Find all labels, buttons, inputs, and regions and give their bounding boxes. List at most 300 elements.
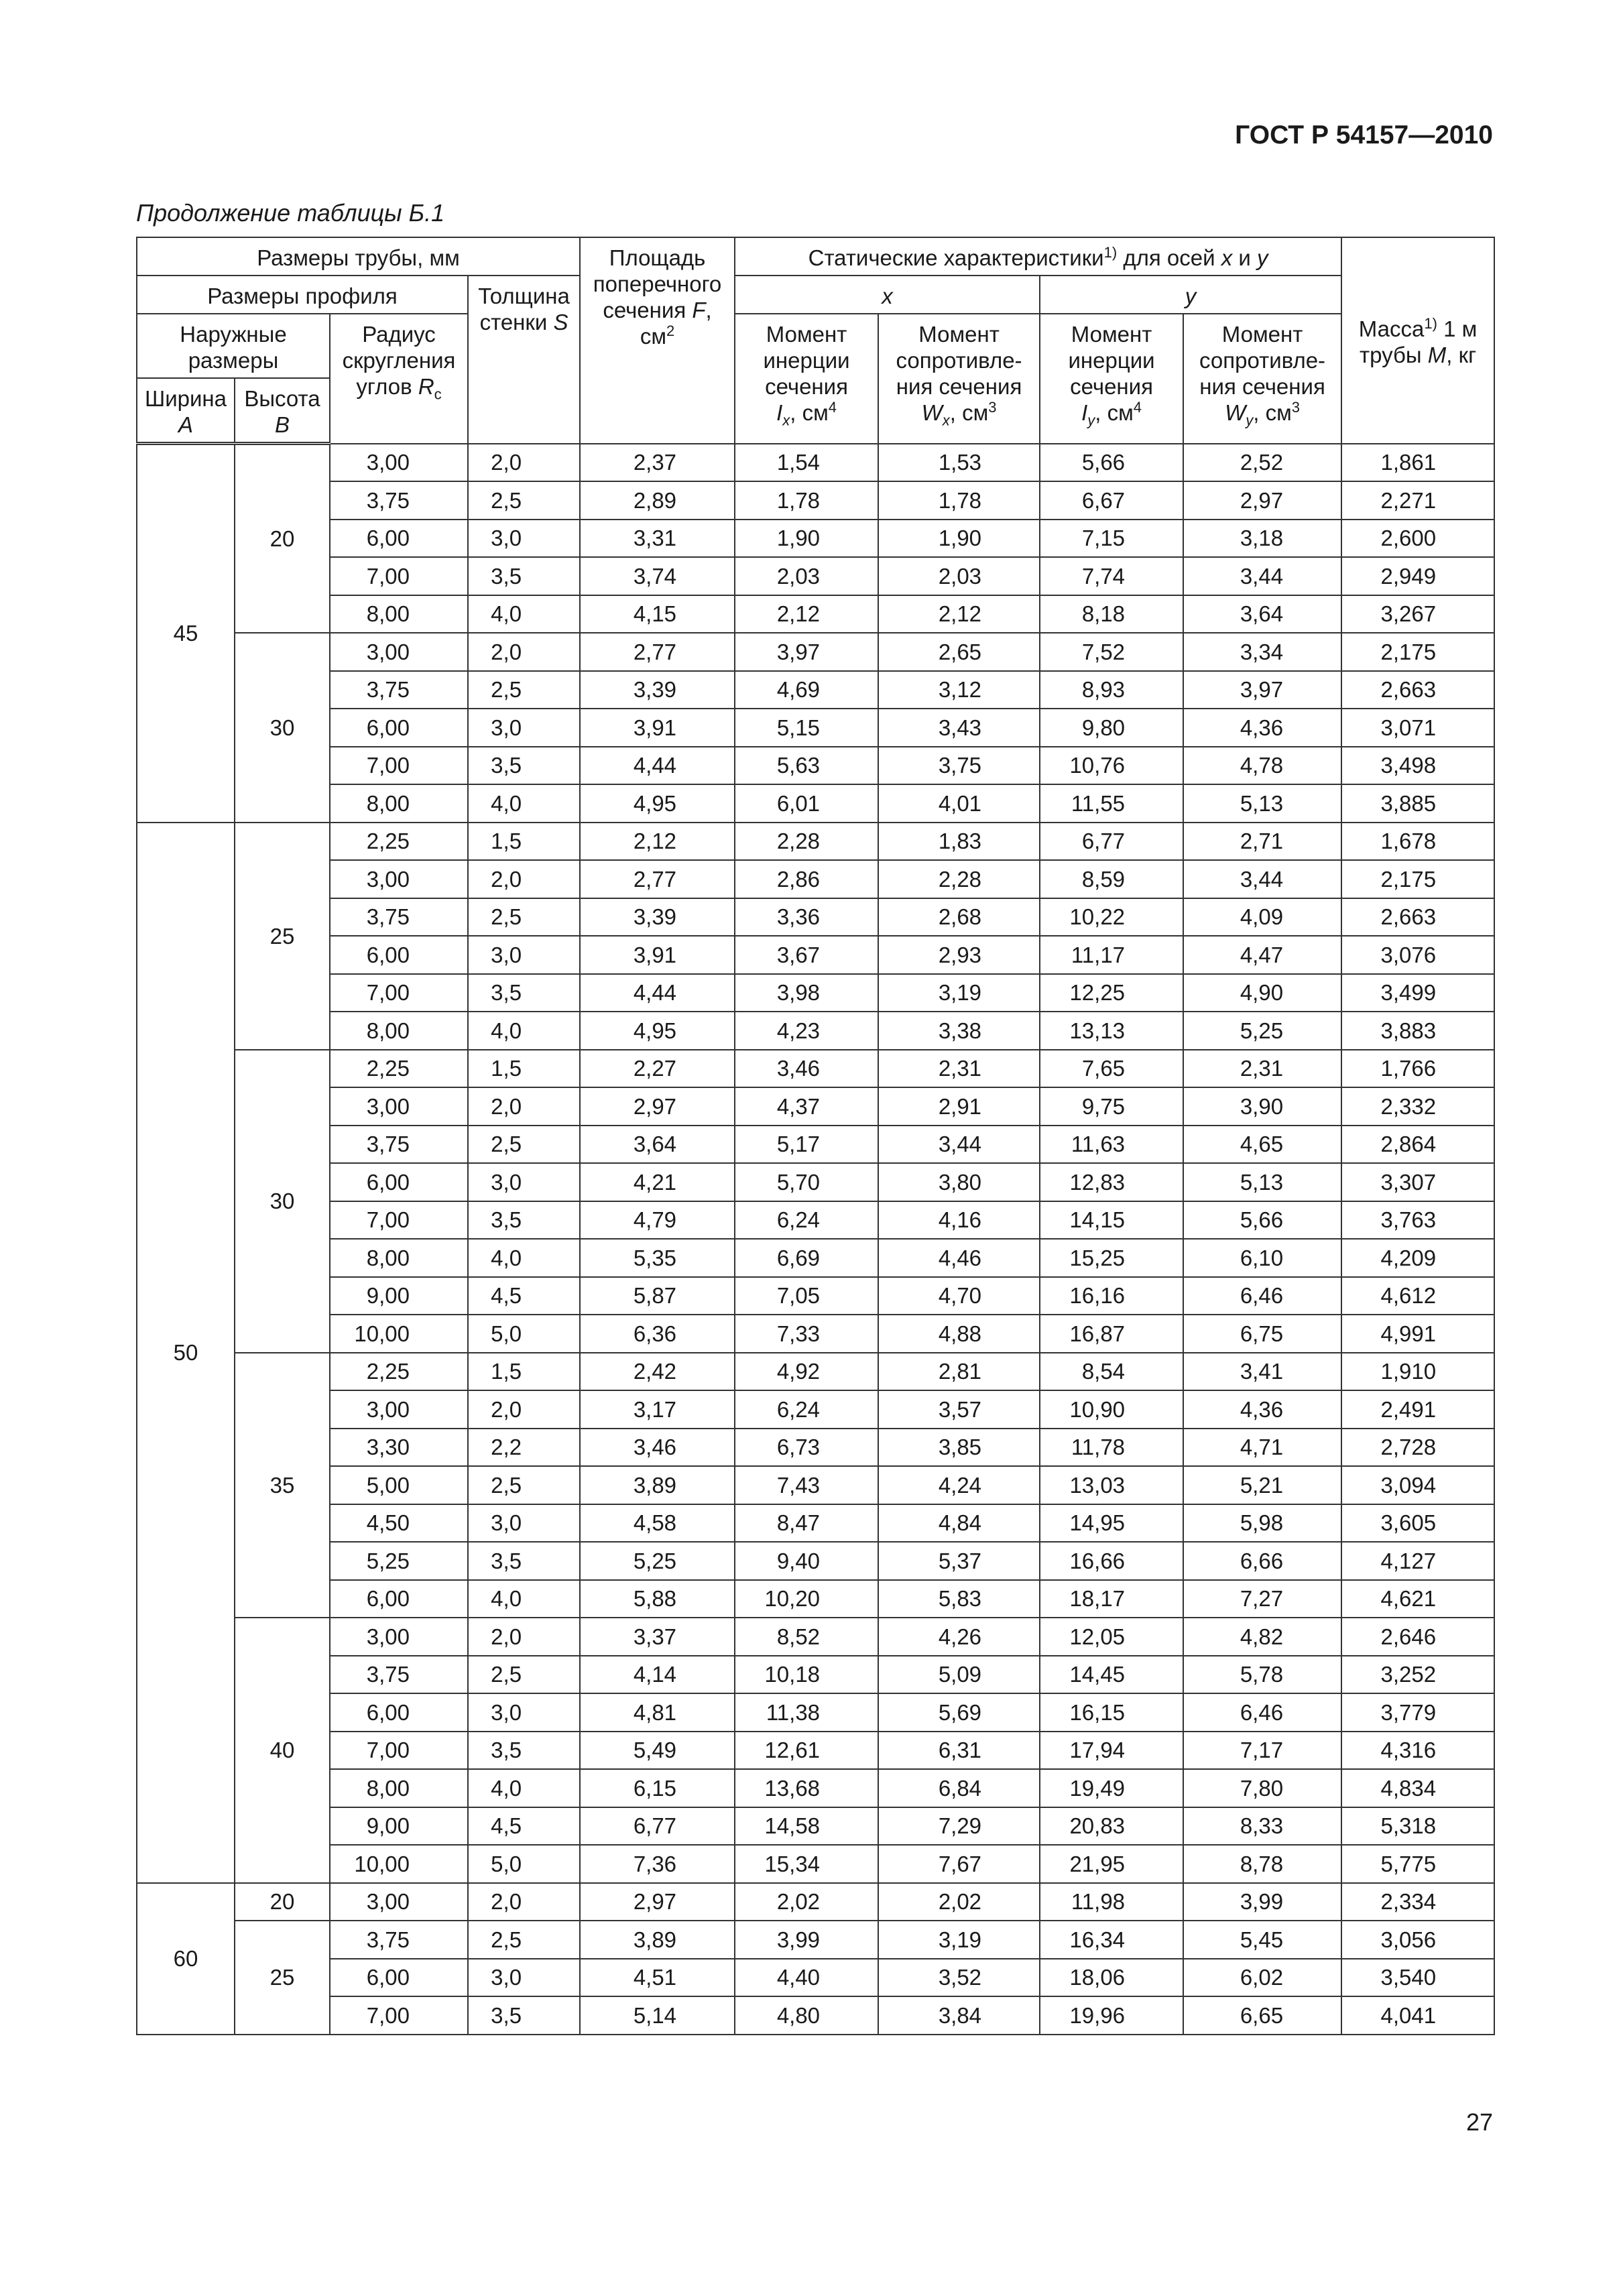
wx-cell: 3,75 [878, 747, 1040, 785]
mass-cell: 2,332 [1341, 1087, 1494, 1126]
ix-cell: 2,03 [735, 557, 878, 595]
mass-cell: 2,663 [1341, 671, 1494, 709]
area-cell: 3,91 [580, 936, 735, 974]
wx-cell: 2,68 [878, 898, 1040, 936]
wy-cell: 2,97 [1183, 481, 1341, 520]
table-row [137, 1656, 1494, 1694]
radius-cell: 3,75 [330, 481, 468, 520]
area-cell: 5,35 [580, 1239, 735, 1277]
wy-cell: 3,64 [1183, 595, 1341, 633]
header-inertia-x: Момент инерции сечения $I_x$, $см^4$ [735, 314, 878, 444]
wall-cell: 4,0 [468, 1769, 580, 1807]
table-row [137, 1012, 1494, 1050]
wall-cell: 2,0 [468, 633, 580, 671]
radius-cell: 8,00 [330, 784, 468, 823]
iy-cell: 10,76 [1040, 747, 1183, 785]
wy-cell: 5,21 [1183, 1466, 1341, 1504]
wall-cell: 3,5 [468, 974, 580, 1012]
wy-cell: 8,78 [1183, 1845, 1341, 1883]
ix-cell: 4,80 [735, 1996, 878, 2035]
wall-cell: 3,0 [468, 1693, 580, 1732]
wy-cell: 3,34 [1183, 633, 1341, 671]
area-cell: 4,44 [580, 747, 735, 785]
table-row [137, 1050, 1494, 1088]
table-row [137, 1466, 1494, 1504]
radius-cell: 7,00 [330, 974, 468, 1012]
wx-cell: 7,29 [878, 1807, 1040, 1846]
radius-cell: 8,00 [330, 1239, 468, 1277]
ix-cell: 4,92 [735, 1353, 878, 1391]
wall-cell: 2,0 [468, 1618, 580, 1656]
area-cell: 2,77 [580, 633, 735, 671]
table-row [137, 747, 1494, 785]
header-radius: Радиус скругления углов $R_c$ [330, 314, 468, 444]
table-row [137, 557, 1494, 595]
table-row [137, 520, 1494, 558]
wall-cell: 2,0 [468, 444, 580, 482]
mass-cell: 3,605 [1341, 1504, 1494, 1543]
wy-cell: 4,82 [1183, 1618, 1341, 1656]
table-row [137, 1996, 1494, 2035]
iy-cell: 8,18 [1040, 595, 1183, 633]
height-cell: 30 [235, 633, 330, 823]
wx-cell: 3,44 [878, 1126, 1040, 1164]
radius-cell: 3,00 [330, 860, 468, 898]
mass-cell: 2,600 [1341, 520, 1494, 558]
area-cell: 3,17 [580, 1390, 735, 1429]
height-cell: 20 [235, 1883, 330, 1921]
header-height: Высота B [235, 378, 330, 444]
mass-cell: 5,775 [1341, 1845, 1494, 1883]
width-cell: 60 [137, 1883, 235, 2035]
wall-cell: 3,5 [468, 557, 580, 595]
iy-cell: 16,34 [1040, 1921, 1183, 1959]
area-cell: 2,77 [580, 860, 735, 898]
wall-cell: 5,0 [468, 1315, 580, 1353]
table-caption: Продолжение таблицы Б.1 [136, 199, 445, 227]
radius-cell: 3,00 [330, 1087, 468, 1126]
area-cell: 4,58 [580, 1504, 735, 1543]
table-row [137, 1542, 1494, 1580]
wx-cell: 6,84 [878, 1769, 1040, 1807]
radius-cell: 3,75 [330, 1921, 468, 1959]
area-cell: 5,25 [580, 1542, 735, 1580]
radius-cell: 6,00 [330, 520, 468, 558]
ix-cell: 6,24 [735, 1201, 878, 1240]
area-cell: 4,81 [580, 1693, 735, 1732]
mass-cell: 4,991 [1341, 1315, 1494, 1353]
wall-cell: 3,5 [468, 1201, 580, 1240]
mass-cell: 2,175 [1341, 860, 1494, 898]
ix-cell: 13,68 [735, 1769, 878, 1807]
header-wall: Толщина стенки S [468, 276, 580, 444]
area-cell: 2,12 [580, 823, 735, 861]
mass-cell: 3,252 [1341, 1656, 1494, 1694]
area-cell: 2,37 [580, 444, 735, 482]
table-row [137, 1390, 1494, 1429]
height-cell: 30 [235, 1050, 330, 1353]
wx-cell: 3,43 [878, 709, 1040, 747]
iy-cell: 11,55 [1040, 784, 1183, 823]
area-cell: 3,89 [580, 1921, 735, 1959]
wy-cell: 6,75 [1183, 1315, 1341, 1353]
wx-cell: 2,31 [878, 1050, 1040, 1088]
wall-cell: 3,5 [468, 1732, 580, 1770]
wy-cell: 3,99 [1183, 1883, 1341, 1921]
wall-cell: 4,5 [468, 1277, 580, 1315]
ix-cell: 15,34 [735, 1845, 878, 1883]
ix-cell: 3,67 [735, 936, 878, 974]
wall-cell: 4,0 [468, 784, 580, 823]
ix-cell: 5,70 [735, 1163, 878, 1201]
area-cell: 3,46 [580, 1429, 735, 1467]
mass-cell: 4,127 [1341, 1542, 1494, 1580]
radius-cell: 8,00 [330, 1769, 468, 1807]
ix-cell: 3,98 [735, 974, 878, 1012]
ix-cell: 2,02 [735, 1883, 878, 1921]
table-row [137, 1087, 1494, 1126]
wy-cell: 3,41 [1183, 1353, 1341, 1391]
iy-cell: 8,93 [1040, 671, 1183, 709]
mass-cell: 3,071 [1341, 709, 1494, 747]
iy-cell: 5,66 [1040, 444, 1183, 482]
wy-cell: 4,78 [1183, 747, 1341, 785]
wall-cell: 1,5 [468, 1353, 580, 1391]
area-cell: 3,39 [580, 671, 735, 709]
iy-cell: 16,66 [1040, 1542, 1183, 1580]
wx-cell: 4,01 [878, 784, 1040, 823]
table-row [137, 1845, 1494, 1883]
ix-cell: 8,52 [735, 1618, 878, 1656]
ix-cell: 6,24 [735, 1390, 878, 1429]
wall-cell: 2,5 [468, 1656, 580, 1694]
mass-cell: 3,094 [1341, 1466, 1494, 1504]
header-pipe-dims: Размеры трубы, мм [137, 237, 580, 276]
wx-cell: 4,24 [878, 1466, 1040, 1504]
ix-cell: 4,37 [735, 1087, 878, 1126]
height-cell: 40 [235, 1618, 330, 1883]
radius-cell: 3,75 [330, 1656, 468, 1694]
wy-cell: 8,33 [1183, 1807, 1341, 1846]
wy-cell: 2,52 [1183, 444, 1341, 482]
header-width: Ширина A [137, 378, 235, 444]
wall-cell: 4,0 [468, 1239, 580, 1277]
area-cell: 3,39 [580, 898, 735, 936]
wy-cell: 6,46 [1183, 1277, 1341, 1315]
wy-cell: 2,71 [1183, 823, 1341, 861]
table-row [137, 595, 1494, 633]
specs-table [136, 237, 1495, 2035]
table-row [137, 784, 1494, 823]
wall-cell: 3,0 [468, 1163, 580, 1201]
iy-cell: 18,17 [1040, 1580, 1183, 1618]
mass-cell: 2,728 [1341, 1429, 1494, 1467]
wx-cell: 1,90 [878, 520, 1040, 558]
radius-cell: 3,75 [330, 898, 468, 936]
table-row [137, 936, 1494, 974]
wall-cell: 3,5 [468, 1996, 580, 2035]
area-cell: 4,44 [580, 974, 735, 1012]
mass-cell: 3,779 [1341, 1693, 1494, 1732]
wall-cell: 2,0 [468, 1390, 580, 1429]
ix-cell: 2,12 [735, 595, 878, 633]
wx-cell: 2,81 [878, 1353, 1040, 1391]
wall-cell: 2,5 [468, 1466, 580, 1504]
wy-cell: 6,46 [1183, 1693, 1341, 1732]
ix-cell: 5,63 [735, 747, 878, 785]
mass-cell: 4,041 [1341, 1996, 1494, 2035]
iy-cell: 10,22 [1040, 898, 1183, 936]
mass-cell: 3,883 [1341, 1012, 1494, 1050]
radius-cell: 7,00 [330, 1201, 468, 1240]
wall-cell: 4,0 [468, 1012, 580, 1050]
table-row [137, 1769, 1494, 1807]
wx-cell: 3,52 [878, 1959, 1040, 1997]
wy-cell: 5,66 [1183, 1201, 1341, 1240]
mass-cell: 3,540 [1341, 1959, 1494, 1997]
wy-cell: 4,09 [1183, 898, 1341, 936]
mass-cell: 2,334 [1341, 1883, 1494, 1921]
wx-cell: 3,12 [878, 671, 1040, 709]
table-row [137, 709, 1494, 747]
radius-cell: 3,75 [330, 1126, 468, 1164]
wx-cell: 2,91 [878, 1087, 1040, 1126]
header-mass: Масса$^{1)}$ 1 м трубы M, кг [1341, 237, 1494, 444]
wx-cell: 5,83 [878, 1580, 1040, 1618]
mass-cell: 4,316 [1341, 1732, 1494, 1770]
radius-cell: 5,00 [330, 1466, 468, 1504]
table-row [137, 1504, 1494, 1543]
mass-cell: 1,910 [1341, 1353, 1494, 1391]
wy-cell: 5,78 [1183, 1656, 1341, 1694]
ix-cell: 14,58 [735, 1807, 878, 1846]
wy-cell: 4,47 [1183, 936, 1341, 974]
wx-cell: 4,26 [878, 1618, 1040, 1656]
table-row [137, 671, 1494, 709]
ix-cell: 3,46 [735, 1050, 878, 1088]
wx-cell: 3,80 [878, 1163, 1040, 1201]
ix-cell: 9,40 [735, 1542, 878, 1580]
radius-cell: 2,25 [330, 1050, 468, 1088]
ix-cell: 6,01 [735, 784, 878, 823]
table-row [137, 1239, 1494, 1277]
height-cell: 25 [235, 1921, 330, 2035]
wx-cell: 4,84 [878, 1504, 1040, 1543]
radius-cell: 6,00 [330, 1959, 468, 1997]
table-row [137, 1277, 1494, 1315]
ix-cell: 1,78 [735, 481, 878, 520]
iy-cell: 9,75 [1040, 1087, 1183, 1126]
iy-cell: 10,90 [1040, 1390, 1183, 1429]
wall-cell: 5,0 [468, 1845, 580, 1883]
wall-cell: 3,0 [468, 936, 580, 974]
wx-cell: 5,69 [878, 1693, 1040, 1732]
table-body [137, 444, 1494, 2035]
mass-cell: 5,318 [1341, 1807, 1494, 1846]
table-row [137, 1618, 1494, 1656]
iy-cell: 19,96 [1040, 1996, 1183, 2035]
area-cell: 3,31 [580, 520, 735, 558]
wx-cell: 6,31 [878, 1732, 1040, 1770]
radius-cell: 8,00 [330, 595, 468, 633]
wx-cell: 1,83 [878, 823, 1040, 861]
iy-cell: 7,52 [1040, 633, 1183, 671]
wall-cell: 3,0 [468, 1959, 580, 1997]
wx-cell: 5,09 [878, 1656, 1040, 1694]
area-cell: 3,37 [580, 1618, 735, 1656]
page-number: 27 [1465, 2108, 1493, 2136]
mass-cell: 2,271 [1341, 481, 1494, 520]
header-area: Площадь поперечного сечения F, $см^2$ [580, 237, 735, 444]
iy-cell: 8,59 [1040, 860, 1183, 898]
table-row [137, 1353, 1494, 1391]
wx-cell: 4,88 [878, 1315, 1040, 1353]
area-cell: 4,51 [580, 1959, 735, 1997]
wx-cell: 2,65 [878, 633, 1040, 671]
wall-cell: 3,0 [468, 520, 580, 558]
ix-cell: 8,47 [735, 1504, 878, 1543]
mass-cell: 2,949 [1341, 557, 1494, 595]
table-row [137, 898, 1494, 936]
wx-cell: 3,19 [878, 974, 1040, 1012]
ix-cell: 3,36 [735, 898, 878, 936]
wy-cell: 4,71 [1183, 1429, 1341, 1467]
area-cell: 3,91 [580, 709, 735, 747]
iy-cell: 16,15 [1040, 1693, 1183, 1732]
wx-cell: 2,93 [878, 936, 1040, 974]
iy-cell: 11,98 [1040, 1883, 1183, 1921]
iy-cell: 8,54 [1040, 1353, 1183, 1391]
mass-cell: 4,621 [1341, 1580, 1494, 1618]
table-row [137, 860, 1494, 898]
mass-cell: 3,885 [1341, 784, 1494, 823]
wy-cell: 3,44 [1183, 860, 1341, 898]
wx-cell: 1,53 [878, 444, 1040, 482]
wx-cell: 5,37 [878, 1542, 1040, 1580]
table-row [137, 481, 1494, 520]
document-code: ГОСТ Р 54157—2010 [1235, 121, 1493, 149]
ix-cell: 3,99 [735, 1921, 878, 1959]
radius-cell: 5,25 [330, 1542, 468, 1580]
mass-cell: 1,766 [1341, 1050, 1494, 1088]
wy-cell: 4,36 [1183, 709, 1341, 747]
wall-cell: 3,0 [468, 1504, 580, 1543]
radius-cell: 7,00 [330, 1996, 468, 2035]
radius-cell: 6,00 [330, 1693, 468, 1732]
height-cell: 20 [235, 444, 330, 633]
table-row [137, 823, 1494, 861]
iy-cell: 7,15 [1040, 520, 1183, 558]
wall-cell: 3,5 [468, 747, 580, 785]
wy-cell: 5,13 [1183, 784, 1341, 823]
radius-cell: 10,00 [330, 1315, 468, 1353]
table-row [137, 1693, 1494, 1732]
area-cell: 2,42 [580, 1353, 735, 1391]
wy-cell: 6,65 [1183, 1996, 1341, 2035]
wy-cell: 7,17 [1183, 1732, 1341, 1770]
area-cell: 2,97 [580, 1883, 735, 1921]
mass-cell: 3,056 [1341, 1921, 1494, 1959]
area-cell: 5,87 [580, 1277, 735, 1315]
mass-cell: 2,864 [1341, 1126, 1494, 1164]
radius-cell: 8,00 [330, 1012, 468, 1050]
ix-cell: 4,69 [735, 671, 878, 709]
iy-cell: 11,63 [1040, 1126, 1183, 1164]
table-row [137, 633, 1494, 671]
area-cell: 2,97 [580, 1087, 735, 1126]
wy-cell: 5,13 [1183, 1163, 1341, 1201]
table-row [137, 444, 1494, 482]
iy-cell: 6,67 [1040, 481, 1183, 520]
wy-cell: 4,65 [1183, 1126, 1341, 1164]
iy-cell: 19,49 [1040, 1769, 1183, 1807]
wy-cell: 3,44 [1183, 557, 1341, 595]
wy-cell: 3,97 [1183, 671, 1341, 709]
iy-cell: 12,05 [1040, 1618, 1183, 1656]
iy-cell: 13,13 [1040, 1012, 1183, 1050]
area-cell: 4,79 [580, 1201, 735, 1240]
radius-cell: 6,00 [330, 709, 468, 747]
wall-cell: 2,0 [468, 1883, 580, 1921]
area-cell: 5,14 [580, 1996, 735, 2035]
wx-cell: 3,19 [878, 1921, 1040, 1959]
radius-cell: 4,50 [330, 1504, 468, 1543]
ix-cell: 1,54 [735, 444, 878, 482]
wall-cell: 1,5 [468, 1050, 580, 1088]
area-cell: 5,88 [580, 1580, 735, 1618]
iy-cell: 18,06 [1040, 1959, 1183, 1997]
ix-cell: 2,28 [735, 823, 878, 861]
wx-cell: 1,78 [878, 481, 1040, 520]
mass-cell: 4,209 [1341, 1239, 1494, 1277]
wx-cell: 3,84 [878, 1996, 1040, 2035]
ix-cell: 2,86 [735, 860, 878, 898]
radius-cell: 9,00 [330, 1807, 468, 1846]
radius-cell: 3,75 [330, 671, 468, 709]
mass-cell: 4,612 [1341, 1277, 1494, 1315]
wy-cell: 7,80 [1183, 1769, 1341, 1807]
iy-cell: 7,74 [1040, 557, 1183, 595]
header-profile-dims: Размеры профиля [137, 276, 468, 314]
ix-cell: 5,17 [735, 1126, 878, 1164]
wy-cell: 7,27 [1183, 1580, 1341, 1618]
wx-cell: 3,85 [878, 1429, 1040, 1467]
mass-cell: 3,763 [1341, 1201, 1494, 1240]
radius-cell: 9,00 [330, 1277, 468, 1315]
ix-cell: 4,40 [735, 1959, 878, 1997]
iy-cell: 16,16 [1040, 1277, 1183, 1315]
mass-cell: 1,861 [1341, 444, 1494, 482]
width-cell: 50 [137, 823, 235, 1883]
mass-cell: 3,076 [1341, 936, 1494, 974]
wy-cell: 4,36 [1183, 1390, 1341, 1429]
wy-cell: 3,90 [1183, 1087, 1341, 1126]
radius-cell: 2,25 [330, 1353, 468, 1391]
mass-cell: 4,834 [1341, 1769, 1494, 1807]
wall-cell: 4,0 [468, 595, 580, 633]
wx-cell: 7,67 [878, 1845, 1040, 1883]
ix-cell: 4,23 [735, 1012, 878, 1050]
iy-cell: 6,77 [1040, 823, 1183, 861]
header-inertia-y: Момент инерции сечения $I_y$, $см^4$ [1040, 314, 1183, 444]
wall-cell: 2,5 [468, 671, 580, 709]
wx-cell: 4,70 [878, 1277, 1040, 1315]
wy-cell: 5,98 [1183, 1504, 1341, 1543]
radius-cell: 3,00 [330, 1390, 468, 1429]
area-cell: 3,89 [580, 1466, 735, 1504]
radius-cell: 10,00 [330, 1845, 468, 1883]
radius-cell: 3,00 [330, 633, 468, 671]
